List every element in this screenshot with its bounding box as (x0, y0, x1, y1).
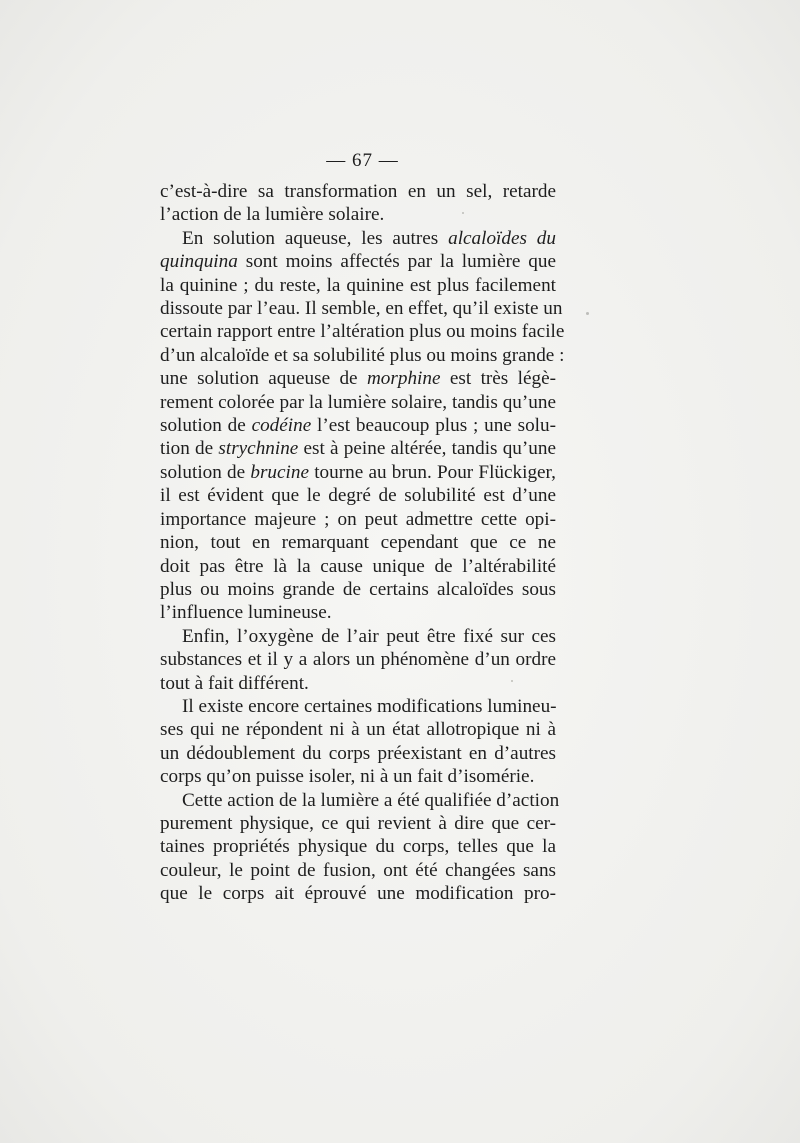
text-line: que le corps ait éprouvé une modification pro- (160, 883, 556, 905)
text-line: plus ou moins grande de certains alcaloïdes sous (160, 578, 556, 600)
paragraph-3 (160, 625, 556, 695)
paragraph-4 (160, 695, 556, 789)
italic-term: brucine (250, 461, 309, 483)
italic-term: morphine (366, 368, 441, 390)
text-line: la quinine ; du reste, la quinine est plus facilement (160, 274, 556, 296)
text-line: l’influence lumineuse. (160, 602, 332, 624)
text-line: un dédoublement du corps préexistant en d’autres (160, 742, 556, 764)
text-line: il est évident que le degré de solubilité est d’une (160, 485, 556, 507)
italic-term: codéine (251, 415, 312, 437)
paragraph-2 (160, 227, 565, 625)
paper-speck (462, 212, 464, 214)
text-line: tout à fait différent. (160, 672, 309, 694)
text-line (160, 367, 556, 390)
text-line: nion, tout en remarquant cependant que ce ne (160, 532, 556, 554)
text-line (160, 250, 556, 273)
text-fragment: solution de (160, 415, 252, 437)
text-line: taines propriétés physique du corps, telles que la (160, 836, 556, 858)
paper-speck (586, 312, 589, 315)
text-line (160, 461, 556, 484)
text-line: Cette action de la lumière a été qualifiée d’action (182, 789, 560, 811)
text-line: Enfin, l’oxygène de l’air peut être fixé sur ces (182, 625, 556, 647)
text-line: importance majeure ; on peut admettre cette opi- (160, 508, 556, 530)
text-line: c’est-à-dire sa transformation en un sel, retarde (160, 181, 556, 202)
text-fragment: tourne au brun. Pour Flückiger, (309, 461, 556, 483)
text-fragment: solution de (160, 461, 251, 483)
text-line (160, 227, 556, 250)
text-line (160, 414, 556, 437)
text-line: purement physique, ce qui revient à dire que cer- (160, 812, 556, 834)
paragraph-5 (160, 789, 560, 906)
italic-term: strychnine (218, 438, 299, 460)
text-line: Il existe encore certaines modifications lumineu- (182, 695, 557, 717)
text-line: couleur, le point de fusion, ont été changées sans (160, 859, 556, 881)
text-fragment: En solution aqueuse, les autres (182, 227, 449, 249)
text-fragment: tion de (160, 438, 219, 460)
text-fragment: sont moins affectés par la lumière que (237, 251, 556, 273)
text-fragment: une solution aqueuse de (160, 368, 367, 390)
text-fragment: est très légè- (440, 368, 556, 390)
text-line: corps qu’on puisse isoler, ni à un fait d’isomérie. (160, 766, 535, 788)
text-line: rement colorée par la lumière solaire, tandis qu’une (160, 391, 556, 413)
text-fragment: est à peine altérée, tandis qu’une (298, 438, 556, 460)
italic-term: alcaloïdes du (448, 227, 556, 249)
text-line: certain rapport entre l’altération plus ou moins facile (160, 321, 565, 343)
text-line: substances et il y a alors un phénomène d’un ordre (160, 649, 556, 671)
paragraph-1 (160, 180, 556, 227)
body-text (160, 180, 565, 906)
text-fragment: l’est beaucoup plus ; une solu- (311, 415, 556, 437)
text-line (160, 437, 556, 460)
text-line: doit pas être là la cause unique de l’altérabilité (160, 555, 556, 577)
italic-term: quinquina (160, 251, 238, 273)
text-line: dissoute par l’eau. Il semble, en effet, qu’il existe un (160, 298, 563, 320)
text-line: l’action de la lumière solaire. (160, 204, 385, 226)
page-number: — 67 — (326, 150, 399, 171)
text-line: d’un alcaloïde et sa solubilité plus ou moins grande : (160, 344, 565, 366)
paper-speck (511, 680, 513, 682)
text-line: ses qui ne répondent ni à un état allotropique ni à (160, 719, 556, 741)
